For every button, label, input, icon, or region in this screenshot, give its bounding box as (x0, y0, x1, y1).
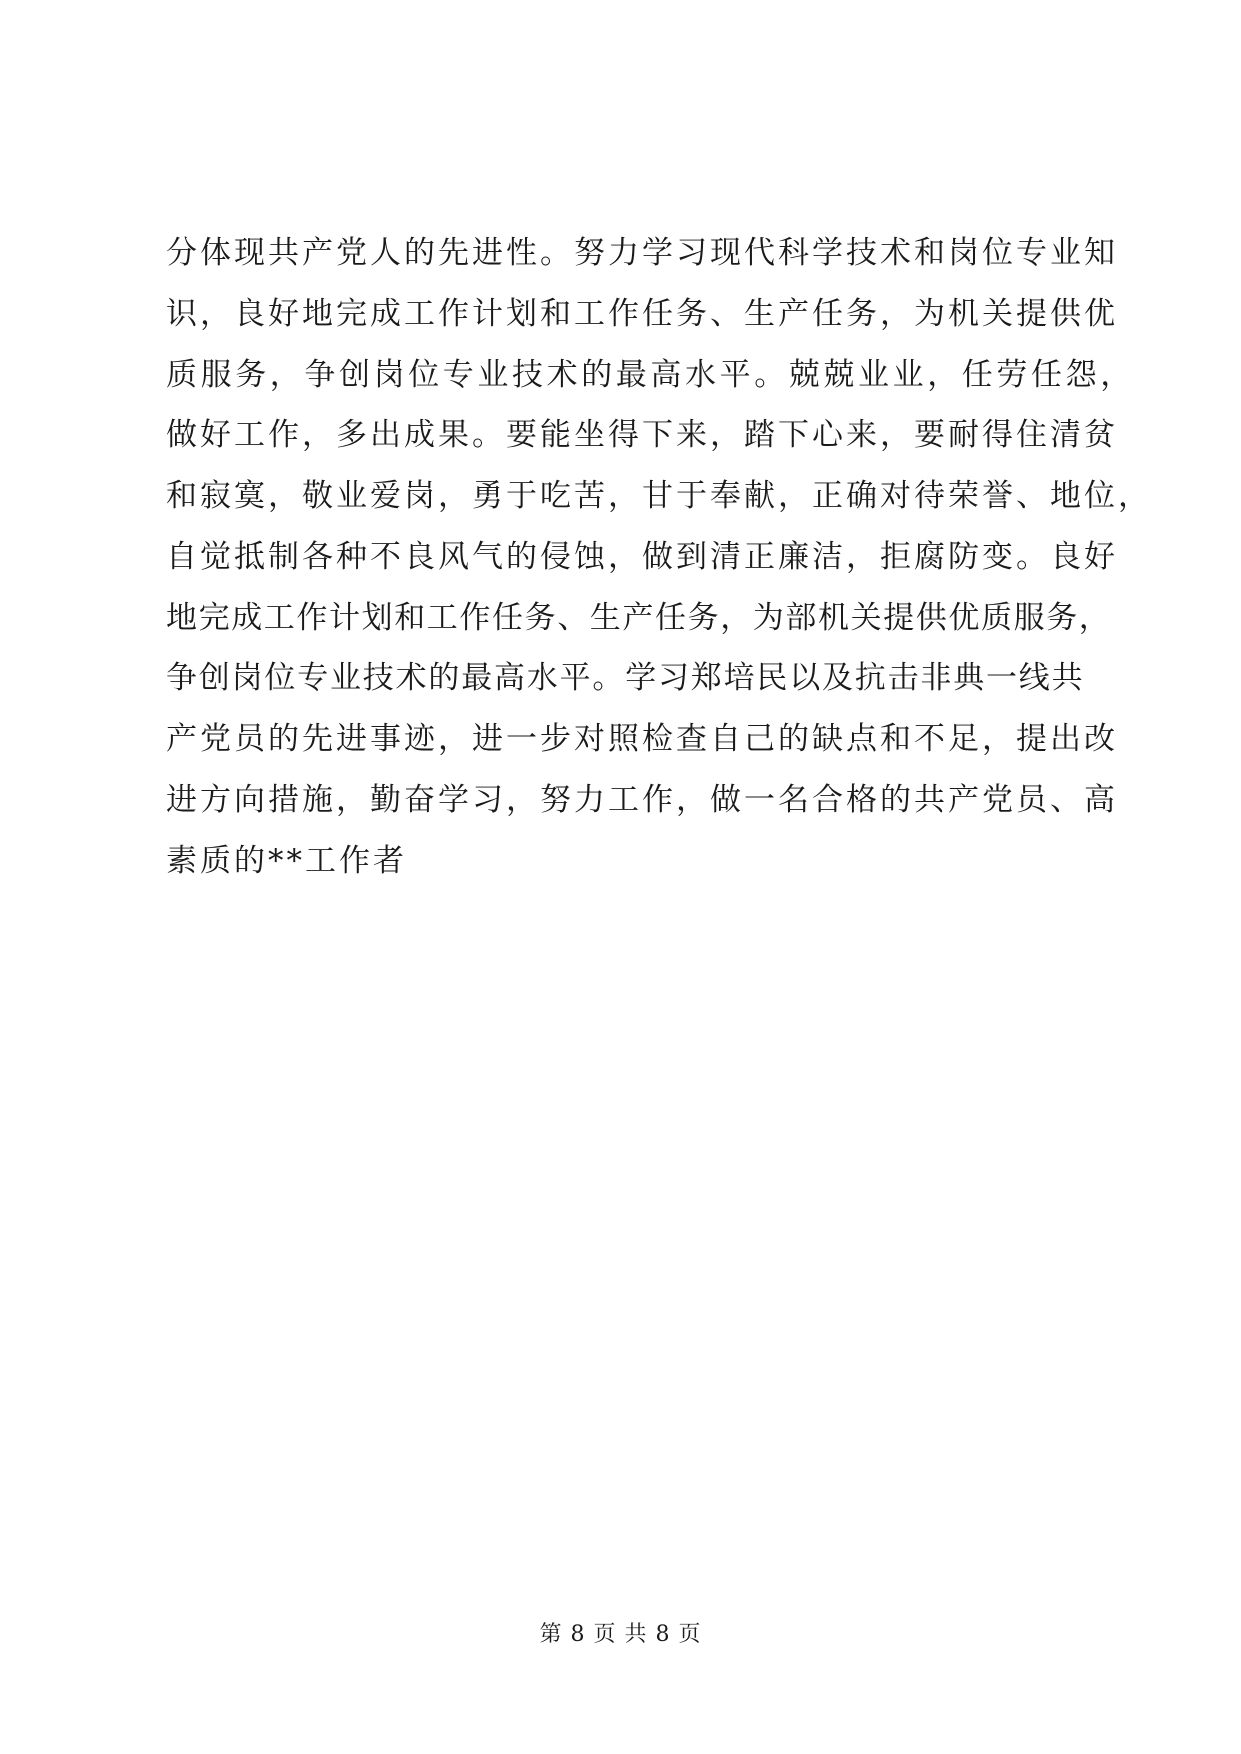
text-line: 产党员的先进事迹，进一步对照检查自己的缺点和不足，提出改 (166, 721, 1118, 757)
text-line: 素质的**工作者 (166, 843, 407, 879)
text-line: 和寂寞，敬业爱岗，勇于吃苦，甘于奉献，正确对待荣誉、地位， (166, 478, 1152, 514)
text-line: 争创岗位专业技术的最高水平。学习郑培民以及抗击非典一线共 (166, 660, 1085, 696)
text-line: 自觉抵制各种不良风气的侵蚀，做到清正廉洁，拒腐防变。良好 (166, 539, 1118, 575)
text-line: 地完成工作计划和工作任务、生产任务，为部机关提供优质服务， (166, 600, 1112, 636)
text-line: 做好工作，多出成果。要能坐得下来，踏下心来，要耐得住清贫 (166, 417, 1118, 453)
text-line: 进方向措施，勤奋学习，努力工作，做一名合格的共产党员、高 (166, 782, 1118, 818)
page-number-footer: 第 8 页 共 8 页 (539, 1622, 702, 1647)
text-line: 识，良好地完成工作计划和工作任务、生产任务，为机关提供优 (166, 296, 1118, 332)
text-line: 质服务，争创岗位专业技术的最高水平。兢兢业业，任劳任怨， (166, 357, 1135, 393)
text-line: 分体现共产党人的先进性。努力学习现代科学技术和岗位专业知 (166, 235, 1118, 271)
